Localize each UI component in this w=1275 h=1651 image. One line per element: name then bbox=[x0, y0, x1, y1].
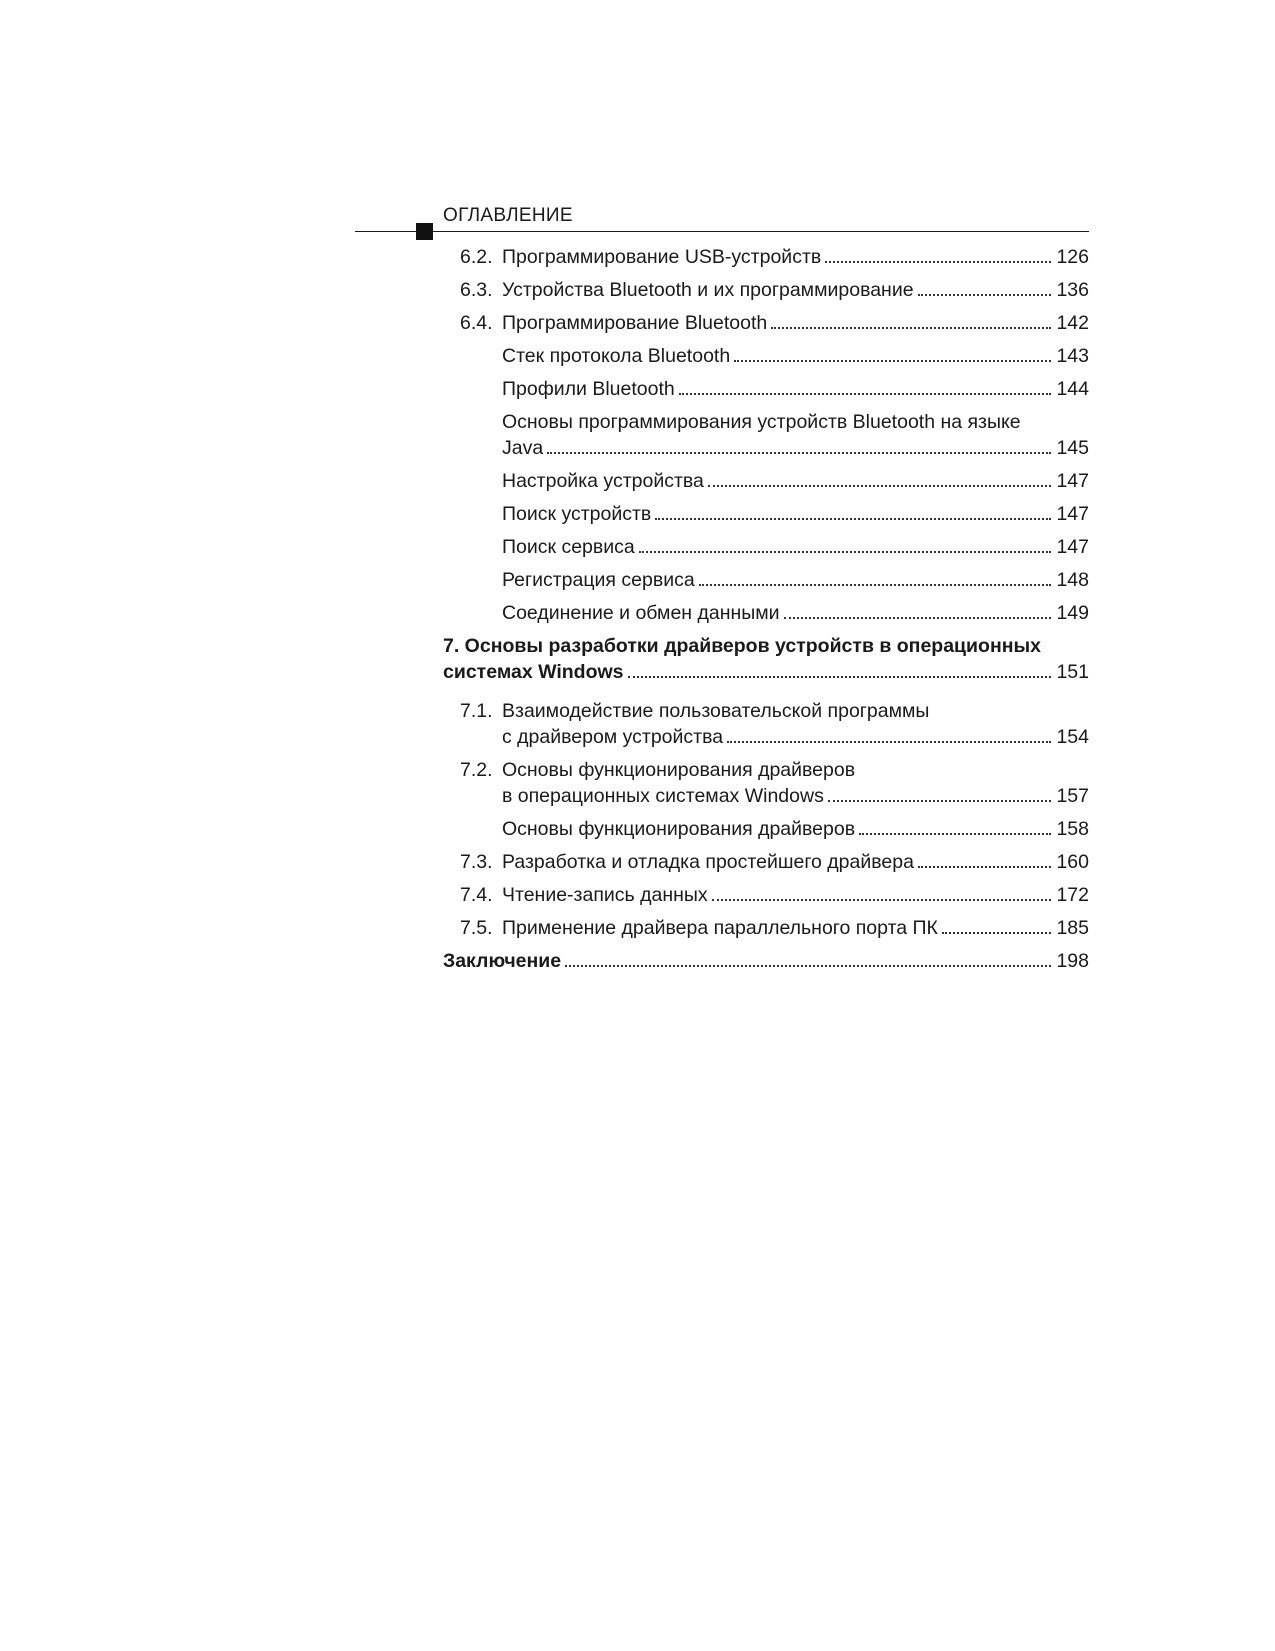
toc-entry-7-4[interactable] bbox=[443, 882, 1089, 908]
toc-entry-page: 147 bbox=[1056, 536, 1089, 558]
toc-entry-title-line2: с драйвером устройства bbox=[502, 726, 724, 748]
running-head-title: ОГЛАВЛЕНИЕ bbox=[443, 205, 573, 226]
toc-subentry-driver-basics[interactable] bbox=[443, 816, 1089, 842]
dot-leader bbox=[639, 551, 1052, 553]
header-square-marker bbox=[416, 223, 433, 240]
toc-entry-page: 148 bbox=[1056, 569, 1089, 591]
toc-chapter-title-line2: системах Windows bbox=[443, 661, 624, 683]
toc-entry-title: Чтение-запись данных bbox=[502, 884, 708, 906]
dot-leader bbox=[712, 899, 1052, 901]
dot-leader bbox=[784, 617, 1052, 619]
toc-entry-page: 147 bbox=[1056, 470, 1089, 492]
toc-subentry-service-registration[interactable] bbox=[443, 567, 1089, 593]
dot-leader bbox=[828, 800, 1052, 802]
toc-chapter-7[interactable] bbox=[443, 633, 1089, 685]
toc-entry-6-4[interactable] bbox=[443, 310, 1089, 336]
toc-entry-title: Поиск устройств bbox=[502, 503, 652, 525]
toc-entry-number: 6.3. bbox=[460, 279, 493, 301]
toc-chapter-title-line1: 7. Основы разработки драйверов устройств в операционных bbox=[443, 635, 1041, 657]
dot-leader bbox=[727, 741, 1051, 743]
toc-entry-number: 6.2. bbox=[460, 246, 493, 268]
toc-entry-title: Профили Bluetooth bbox=[502, 378, 675, 400]
toc-entry-number: 7.3. bbox=[460, 851, 493, 873]
header-rule bbox=[355, 231, 1089, 232]
toc-entry-page: 198 bbox=[1056, 950, 1089, 972]
toc-conclusion[interactable] bbox=[443, 948, 1089, 974]
toc-entry-title: Основы функционирования драйверов bbox=[502, 818, 856, 840]
dot-leader bbox=[734, 360, 1051, 362]
dot-leader bbox=[655, 518, 1051, 520]
toc-subentry-bluetooth-profiles[interactable] bbox=[443, 376, 1089, 402]
toc-entry-number: 7.4. bbox=[460, 884, 493, 906]
toc-entry-page: 145 bbox=[1056, 437, 1089, 459]
toc-entry-page: 136 bbox=[1056, 279, 1089, 301]
toc-entry-page: 185 bbox=[1056, 917, 1089, 939]
toc-entry-number: 7.5. bbox=[460, 917, 493, 939]
toc-entry-page: 142 bbox=[1056, 312, 1089, 334]
dot-leader bbox=[708, 485, 1052, 487]
toc-subentry-bluetooth-java[interactable] bbox=[443, 409, 1089, 461]
toc-entry-page: 158 bbox=[1056, 818, 1089, 840]
dot-leader bbox=[859, 833, 1051, 835]
toc-entry-title: Разработка и отладка простейшего драйвера bbox=[502, 851, 914, 873]
toc-subentry-device-setup[interactable] bbox=[443, 468, 1089, 494]
toc-subentry-device-search[interactable] bbox=[443, 501, 1089, 527]
dot-leader bbox=[699, 584, 1052, 586]
toc-entry-title-line1: Основы функционирования драйверов bbox=[502, 759, 856, 781]
toc-entry-title-line2: в операционных системах Windows bbox=[502, 785, 824, 807]
toc-entry-title: Программирование USB-устройств bbox=[502, 246, 822, 268]
toc-subentry-bluetooth-stack[interactable] bbox=[443, 343, 1089, 369]
toc-entry-page: 147 bbox=[1056, 503, 1089, 525]
toc-entry-title: Соединение и обмен данными bbox=[502, 602, 780, 624]
toc-entry-page: 154 bbox=[1056, 726, 1089, 748]
table-of-contents bbox=[443, 244, 1089, 981]
toc-entry-7-5[interactable] bbox=[443, 915, 1089, 941]
toc-entry-title: Настройка устройства bbox=[502, 470, 704, 492]
toc-entry-title: Поиск сервиса bbox=[502, 536, 635, 558]
toc-entry-page: 151 bbox=[1056, 661, 1089, 683]
dot-leader bbox=[628, 676, 1052, 678]
toc-entry-page: 157 bbox=[1056, 785, 1089, 807]
toc-entry-title: Заключение bbox=[443, 950, 562, 972]
toc-entry-page: 160 bbox=[1056, 851, 1089, 873]
toc-entry-title: Программирование Bluetooth bbox=[502, 312, 768, 334]
toc-entry-number: 6.4. bbox=[460, 312, 493, 334]
toc-subentry-connection[interactable] bbox=[443, 600, 1089, 626]
toc-entry-6-3[interactable] bbox=[443, 277, 1089, 303]
dot-leader bbox=[565, 965, 1051, 967]
dot-leader bbox=[942, 932, 1052, 934]
dot-leader bbox=[918, 294, 1052, 296]
toc-entry-title: Стек протокола Bluetooth bbox=[502, 345, 731, 367]
toc-entry-page: 126 bbox=[1056, 246, 1089, 268]
toc-entry-number: 7.1. bbox=[460, 700, 493, 722]
toc-entry-page: 143 bbox=[1056, 345, 1089, 367]
toc-entry-7-3[interactable] bbox=[443, 849, 1089, 875]
toc-entry-page: 172 bbox=[1056, 884, 1089, 906]
toc-entry-page: 149 bbox=[1056, 602, 1089, 624]
dot-leader bbox=[918, 866, 1052, 868]
toc-entry-7-1[interactable] bbox=[443, 698, 1089, 750]
toc-entry-7-2[interactable] bbox=[443, 757, 1089, 809]
dot-leader bbox=[547, 452, 1051, 454]
toc-entry-title-line1: Взаимодействие пользовательской программы bbox=[502, 700, 930, 722]
toc-subentry-service-search[interactable] bbox=[443, 534, 1089, 560]
toc-entry-title: Применение драйвера параллельного порта ПК bbox=[502, 917, 938, 939]
dot-leader bbox=[679, 393, 1052, 395]
toc-entry-number: 7.2. bbox=[460, 759, 493, 781]
toc-entry-title: Регистрация сервиса bbox=[502, 569, 695, 591]
toc-entry-title-line1: Основы программирования устройств Bluetooth на языке bbox=[502, 411, 1021, 433]
toc-entry-page: 144 bbox=[1056, 378, 1089, 400]
dot-leader bbox=[771, 327, 1051, 329]
toc-entry-6-2[interactable] bbox=[443, 244, 1089, 270]
toc-entry-title: Устройства Bluetooth и их программирование bbox=[502, 279, 914, 301]
toc-entry-title-line2: Java bbox=[502, 437, 544, 459]
dot-leader bbox=[825, 261, 1051, 263]
